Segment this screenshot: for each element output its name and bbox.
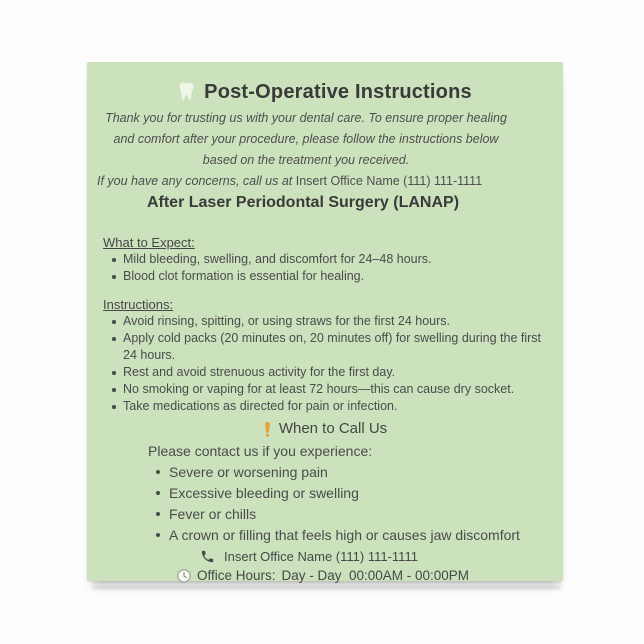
procedure-title: After Laser Periodontal Surgery (LANAP) xyxy=(146,194,460,211)
footer-hours-label: Office Hours: xyxy=(196,568,276,583)
header xyxy=(87,78,563,106)
clock-icon xyxy=(177,569,191,583)
when-to-call-heading: When to Call Us xyxy=(278,420,388,437)
when-to-call-list xyxy=(155,462,555,546)
list-item: Excessive bleeding or swelling xyxy=(155,483,555,504)
list-item: Apply cold packs (20 minutes on, 20 minutes off) for swelling during the first 24 hours. xyxy=(110,330,544,364)
footer-phone-row xyxy=(71,547,547,566)
phone-icon xyxy=(200,549,215,564)
instructions-list xyxy=(110,313,544,415)
list-item: Blood clot formation is essential for healing. xyxy=(110,268,544,285)
warning-exclamation-icon xyxy=(263,422,272,437)
list-item: Avoid rinsing, spitting, or using straws for the first 24 hours. xyxy=(110,313,544,330)
tooth-icon xyxy=(178,81,195,102)
footer-hours-value: Day - Day 00:00AM - 00:00PM xyxy=(281,568,470,583)
concerns-contact: Insert Office Name (111) 111-1111 xyxy=(295,174,483,188)
notepad xyxy=(87,62,563,581)
what-to-expect-heading: What to Expect: xyxy=(103,235,195,250)
footer-hours-row xyxy=(85,566,561,585)
when-to-call-intro: Please contact us if you experience: xyxy=(148,443,373,459)
footer-contact: Insert Office Name (111) 111-1111 xyxy=(224,549,418,564)
list-item: No smoking or vaping for at least 72 hours—this can cause dry socket. xyxy=(110,381,544,398)
list-item: A crown or filling that feels high or causes jaw discomfort xyxy=(155,525,555,546)
instructions-heading: Instructions: xyxy=(103,297,174,312)
list-item: Severe or worsening pain xyxy=(155,462,555,483)
page-title: Post-Operative Instructions xyxy=(204,80,472,103)
list-item: Mild bleeding, swelling, and discomfort for 24–48 hours. xyxy=(110,251,544,268)
concerns-line xyxy=(97,171,537,192)
what-to-expect-list xyxy=(110,251,544,285)
list-item: Rest and avoid strenuous activity for the first day. xyxy=(110,364,544,381)
intro-paragraph: Thank you for trusting us with your dental care. To ensure proper healing and comfort after your procedure, please follow the instructions below based on the treatment you received. xyxy=(105,111,507,167)
list-item: Fever or chills xyxy=(155,504,555,525)
when-to-call-heading-row xyxy=(87,419,563,439)
concerns-text: If you have any concerns, call us at xyxy=(97,174,296,188)
list-item: Take medications as directed for pain or infection. xyxy=(110,398,544,415)
